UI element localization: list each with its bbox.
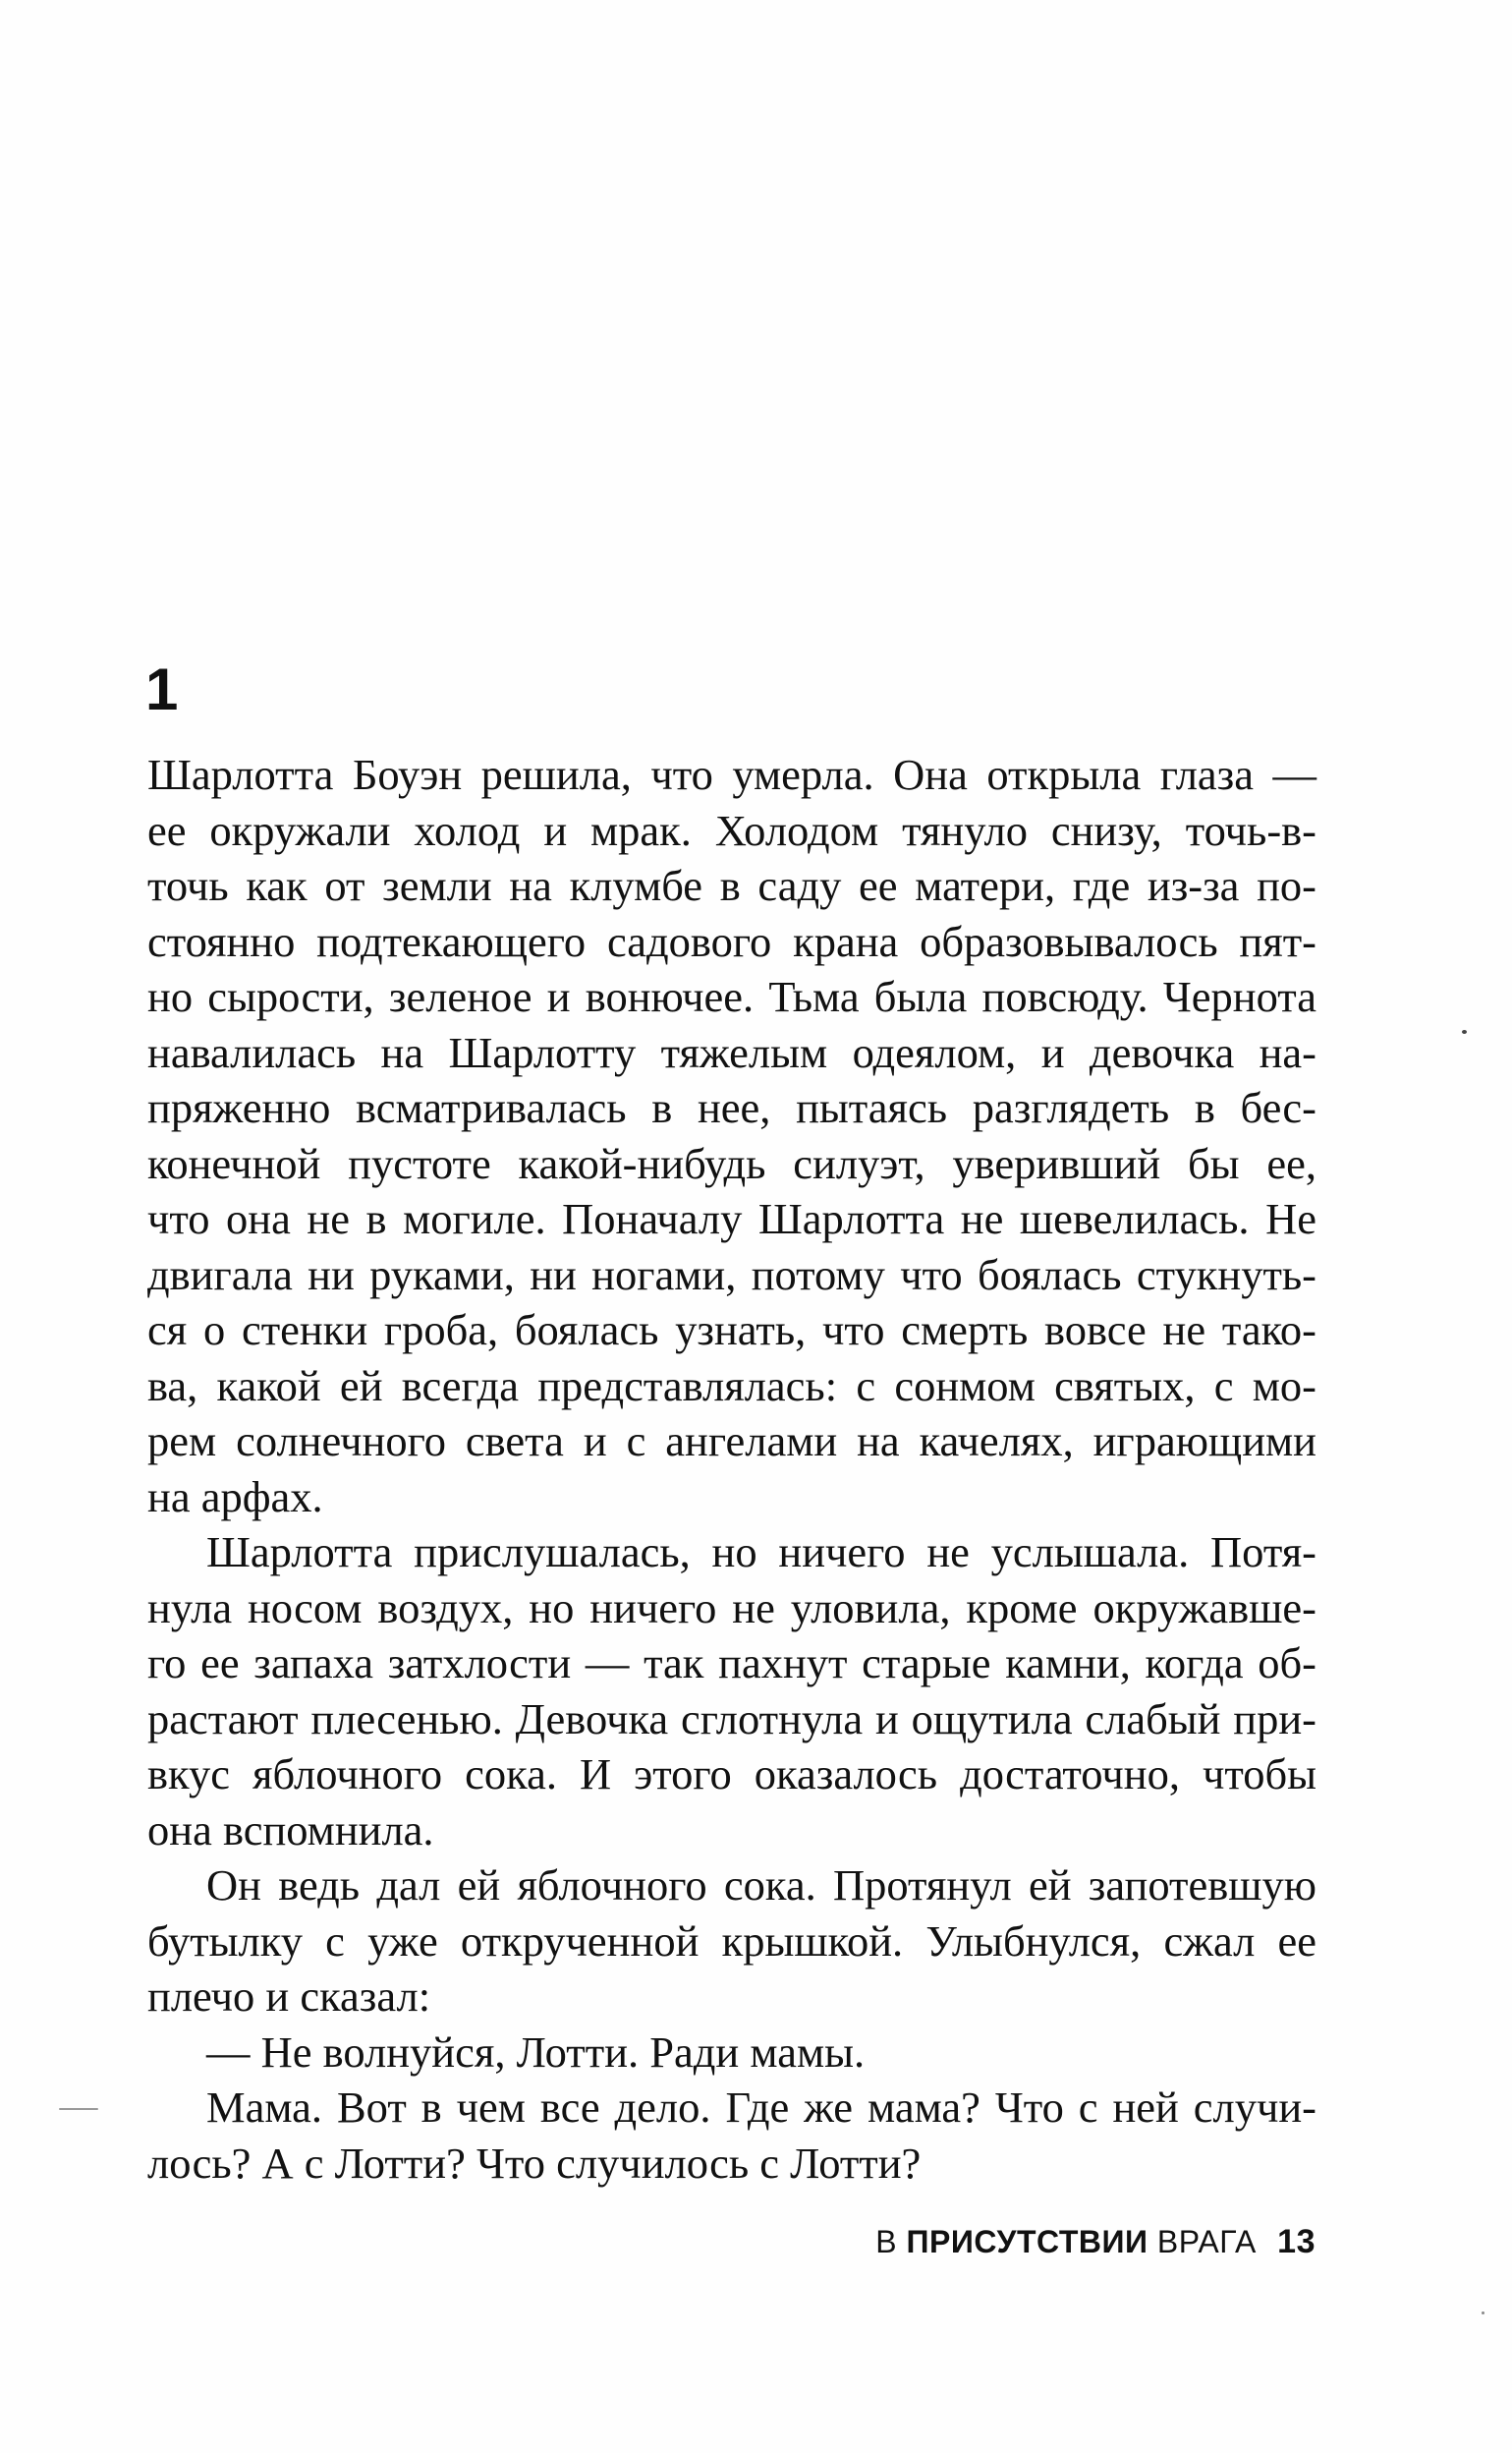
text-line: рем солнечного света и с ангелами на качелях, играющими (147, 1416, 1316, 1465)
text-line: растают плесенью. Девочка сглотнула и ощутила слабый при- (147, 1693, 1316, 1743)
text-line: ва, какой ей всегда представлялась: с сонмом святых, с мо- (147, 1360, 1316, 1410)
text-line: но сырости, зеленое и вонючее. Тьма была повсюду. Чернота (147, 972, 1316, 1021)
text-line: плечо и сказал: (147, 1971, 431, 2021)
text-line: Он ведь дал ей яблочного сока. Протянул ей запотевшую (206, 1860, 1316, 1910)
footer-title-bold: ПРИСУТСТВИИ (906, 2224, 1148, 2259)
text-line: ся о стенки гроба, боялась узнать, что смерть вовсе не тако- (147, 1305, 1316, 1354)
text-line: пряженно всматривалась в нее, пытаясь разглядеть в бес- (147, 1083, 1316, 1132)
text-line: вкус яблочного сока. И этого оказалось достаточно, чтобы (147, 1749, 1316, 1798)
text-line: Шарлотта прислушалась, но ничего не услышала. Потя- (206, 1527, 1316, 1576)
body-text (147, 747, 1316, 2191)
paragraph (147, 1524, 1316, 1857)
text-line: бутылку с уже открученной крышкой. Улыбнулся, сжал ее (147, 1915, 1316, 1966)
scan-speck (1482, 2311, 1484, 2314)
text-line: точь как от земли на клумбе в саду ее матери, где из-за по- (147, 861, 1316, 910)
paragraph (147, 2025, 1316, 2081)
text-line: лось? А с Лотти? Что случилось с Лотти? (147, 2138, 922, 2188)
text-line: она вспомнила. (147, 1804, 434, 1854)
page-number: 13 (1277, 2223, 1316, 2260)
scan-speck (1462, 1030, 1467, 1034)
text-line: нула носом воздух, но ничего не уловила, кроме окружавше- (147, 1582, 1316, 1632)
text-line: — Не волнуйся, Лотти. Ради мамы. (206, 2026, 866, 2077)
paragraph (147, 747, 1316, 1524)
text-line: Мама. Вот в чем все дело. Где же мама? Что с ней случи- (206, 2082, 1316, 2132)
text-line: Шарлотта Боуэн решила, что умерла. Она открыла глаза — (147, 750, 1316, 799)
running-footer (875, 2223, 1316, 2261)
text-line: на арфах. (147, 1471, 323, 1521)
text-line: что она не в могиле. Поначалу Шарлотта не шевелилась. Не (147, 1194, 1316, 1243)
paragraph (147, 1857, 1316, 2025)
text-line: навалилась на Шарлотту тяжелым одеялом, и девочка на- (147, 1027, 1316, 1077)
footer-title-rest: ВРАГА (1156, 2224, 1257, 2259)
scan-speck (59, 2108, 98, 2110)
text-line: стоянно подтекающего садового крана образовывалось пят- (147, 916, 1316, 966)
footer-prefix: В (875, 2224, 898, 2259)
text-line: ее окружали холод и мрак. Холодом тянуло снизу, точь-в- (147, 805, 1316, 855)
text-line: двигала ни руками, ни ногами, потому что боялась стукнуть- (147, 1249, 1316, 1299)
chapter-number: 1 (145, 656, 179, 722)
paragraph (147, 2080, 1316, 2191)
text-line: го ее запаха затхлости — так пахнут старые камни, когда об- (147, 1638, 1316, 1687)
text-line: конечной пустоте какой-нибудь силуэт, уверивший бы ее, (147, 1138, 1316, 1188)
